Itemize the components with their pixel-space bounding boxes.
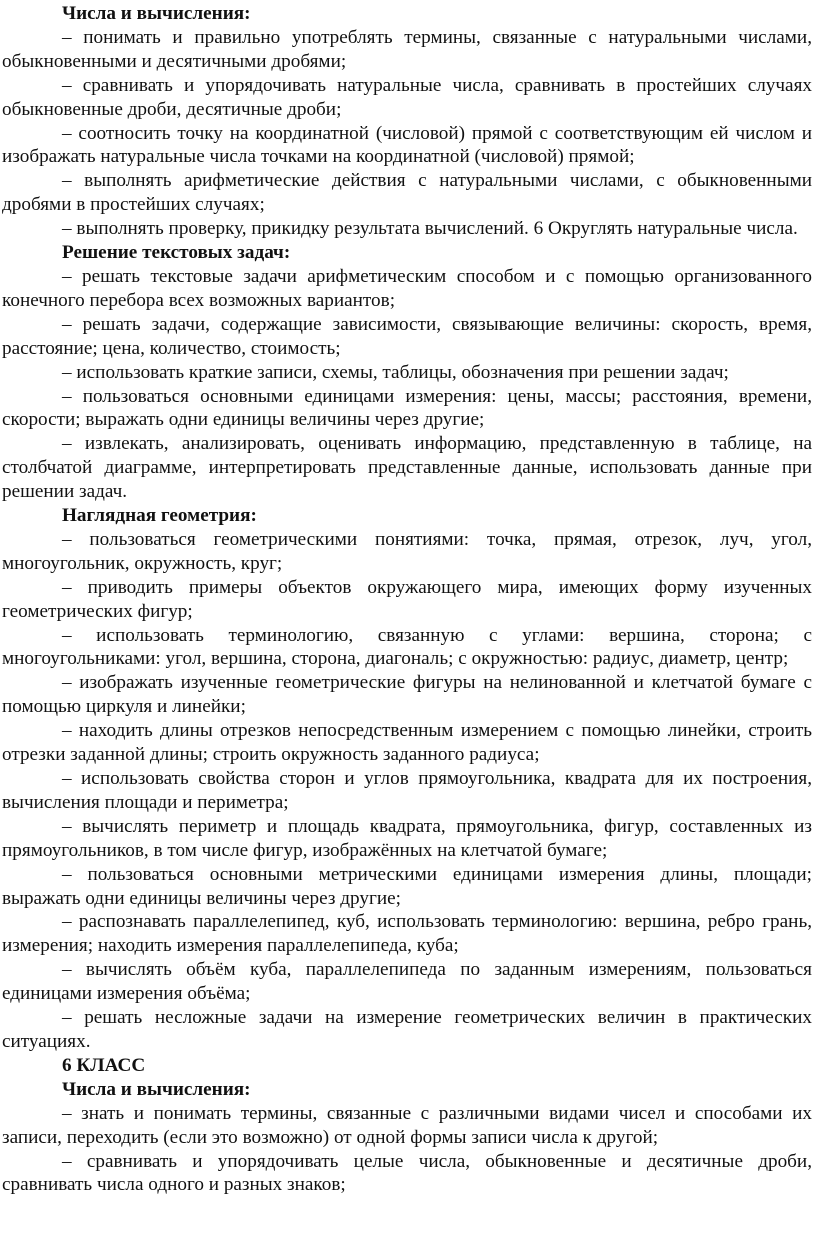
list-item: – вычислять объём куба, параллелепипеда по заданным измерениям, пользоваться единицами измерения объёма; bbox=[2, 959, 812, 1005]
list-item: – понимать и правильно употреблять термины, связанные с натуральными числами, обыкновенными и десятичными дробями; bbox=[2, 26, 812, 72]
class-title: 6 КЛАСС bbox=[62, 1054, 146, 1076]
list-item: – знать и понимать термины, связанные с различными видами чисел и способами их записи, переходить (если это возможно) от одной формы записи числа к другой; bbox=[2, 1102, 812, 1148]
section-heading-geometry: Наглядная геометрия: bbox=[62, 505, 257, 527]
list-item: – решать текстовые задачи арифметическим способом и с помощью организованного конечного перебора всех возможных вариантов; bbox=[2, 265, 812, 311]
list-item: – сравнивать и упорядочивать натуральные числа, сравнивать в простейших случаях обыкновенные дроби, десятичные дроби; bbox=[2, 74, 812, 120]
list-item: – использовать краткие записи, схемы, таблицы, обозначения при решении задач; bbox=[62, 361, 729, 383]
list-item: – распознавать параллелепипед, куб, использовать терминологию: вершина, ребро грань, измерения; находить измерения параллелепипеда, куба; bbox=[2, 911, 812, 957]
list-item: – использовать свойства сторон и углов прямоугольника, квадрата для их построения, вычисления площади и периметра; bbox=[2, 768, 812, 813]
list-item: – приводить примеры объектов окружающего мира, имеющих форму изученных геометрических фигур; bbox=[2, 576, 812, 622]
section-heading-numbers-class6: Числа и вычисления: bbox=[62, 1078, 251, 1100]
list-item: – пользоваться основными метрическими единицами измерения длины, площади; выражать одни единицы величины через другие; bbox=[2, 863, 812, 909]
list-item: – извлекать, анализировать, оценивать информацию, представленную в таблице, на столбчатой диаграмме, интерпретировать представленные данные, использовать данные при решении задач. bbox=[2, 433, 812, 503]
list-item: – изображать изученные геометрические фигуры на нелинованной и клетчатой бумаге с помощью циркуля и линейки; bbox=[2, 672, 812, 718]
list-item: – вычислять периметр и площадь квадрата, прямоугольника, фигур, составленных из прямоугольников, в том числе фигур, изображённых на клетчатой бумаге; bbox=[2, 815, 812, 861]
list-item: – соотносить точку на координатной (числовой) прямой с соответствующим ей числом и изображать натуральные числа точками на координатной (числовой) прямой; bbox=[2, 122, 812, 168]
list-item: – выполнять арифметические действия с натуральными числами, с обыкновенными дробями в простейших случаях; bbox=[2, 170, 812, 216]
list-item: – пользоваться геометрическими понятиями: точка, прямая, отрезок, луч, угол, многоугольник, окружность, круг; bbox=[2, 528, 812, 574]
list-item: – сравнивать и упорядочивать целые числа, обыкновенные и десятичные дроби, сравнивать числа одного и разных знаков; bbox=[2, 1150, 812, 1196]
section-heading-numbers: Числа и вычисления: bbox=[62, 3, 251, 24]
section-heading-word-problems: Решение текстовых задач: bbox=[62, 242, 291, 264]
list-item: – использовать терминологию, связанную с углами: вершина, сторона; с многоугольниками: угол, вершина, сторона, диагональ; с окружностью: радиус, диаметр, центр; bbox=[2, 624, 812, 670]
list-item: – решать несложные задачи на измерение геометрических величин в практических ситуациях. bbox=[2, 1007, 812, 1052]
list-item: – находить длины отрезков непосредственным измерением с помощью линейки, строить отрезки заданной длины; строить окружность заданного радиуса; bbox=[2, 720, 812, 766]
list-item: – выполнять проверку, прикидку результата вычислений. 6 Округлять натуральные числа. bbox=[62, 218, 798, 240]
list-item: – пользоваться основными единицами измерения: цены, массы; расстояния, времени, скорости; выражать одни единицы величины через другие; bbox=[2, 385, 812, 431]
list-item: – решать задачи, содержащие зависимости, связывающие величины: скорость, время, расстояние; цена, количество, стоимость; bbox=[2, 313, 812, 359]
